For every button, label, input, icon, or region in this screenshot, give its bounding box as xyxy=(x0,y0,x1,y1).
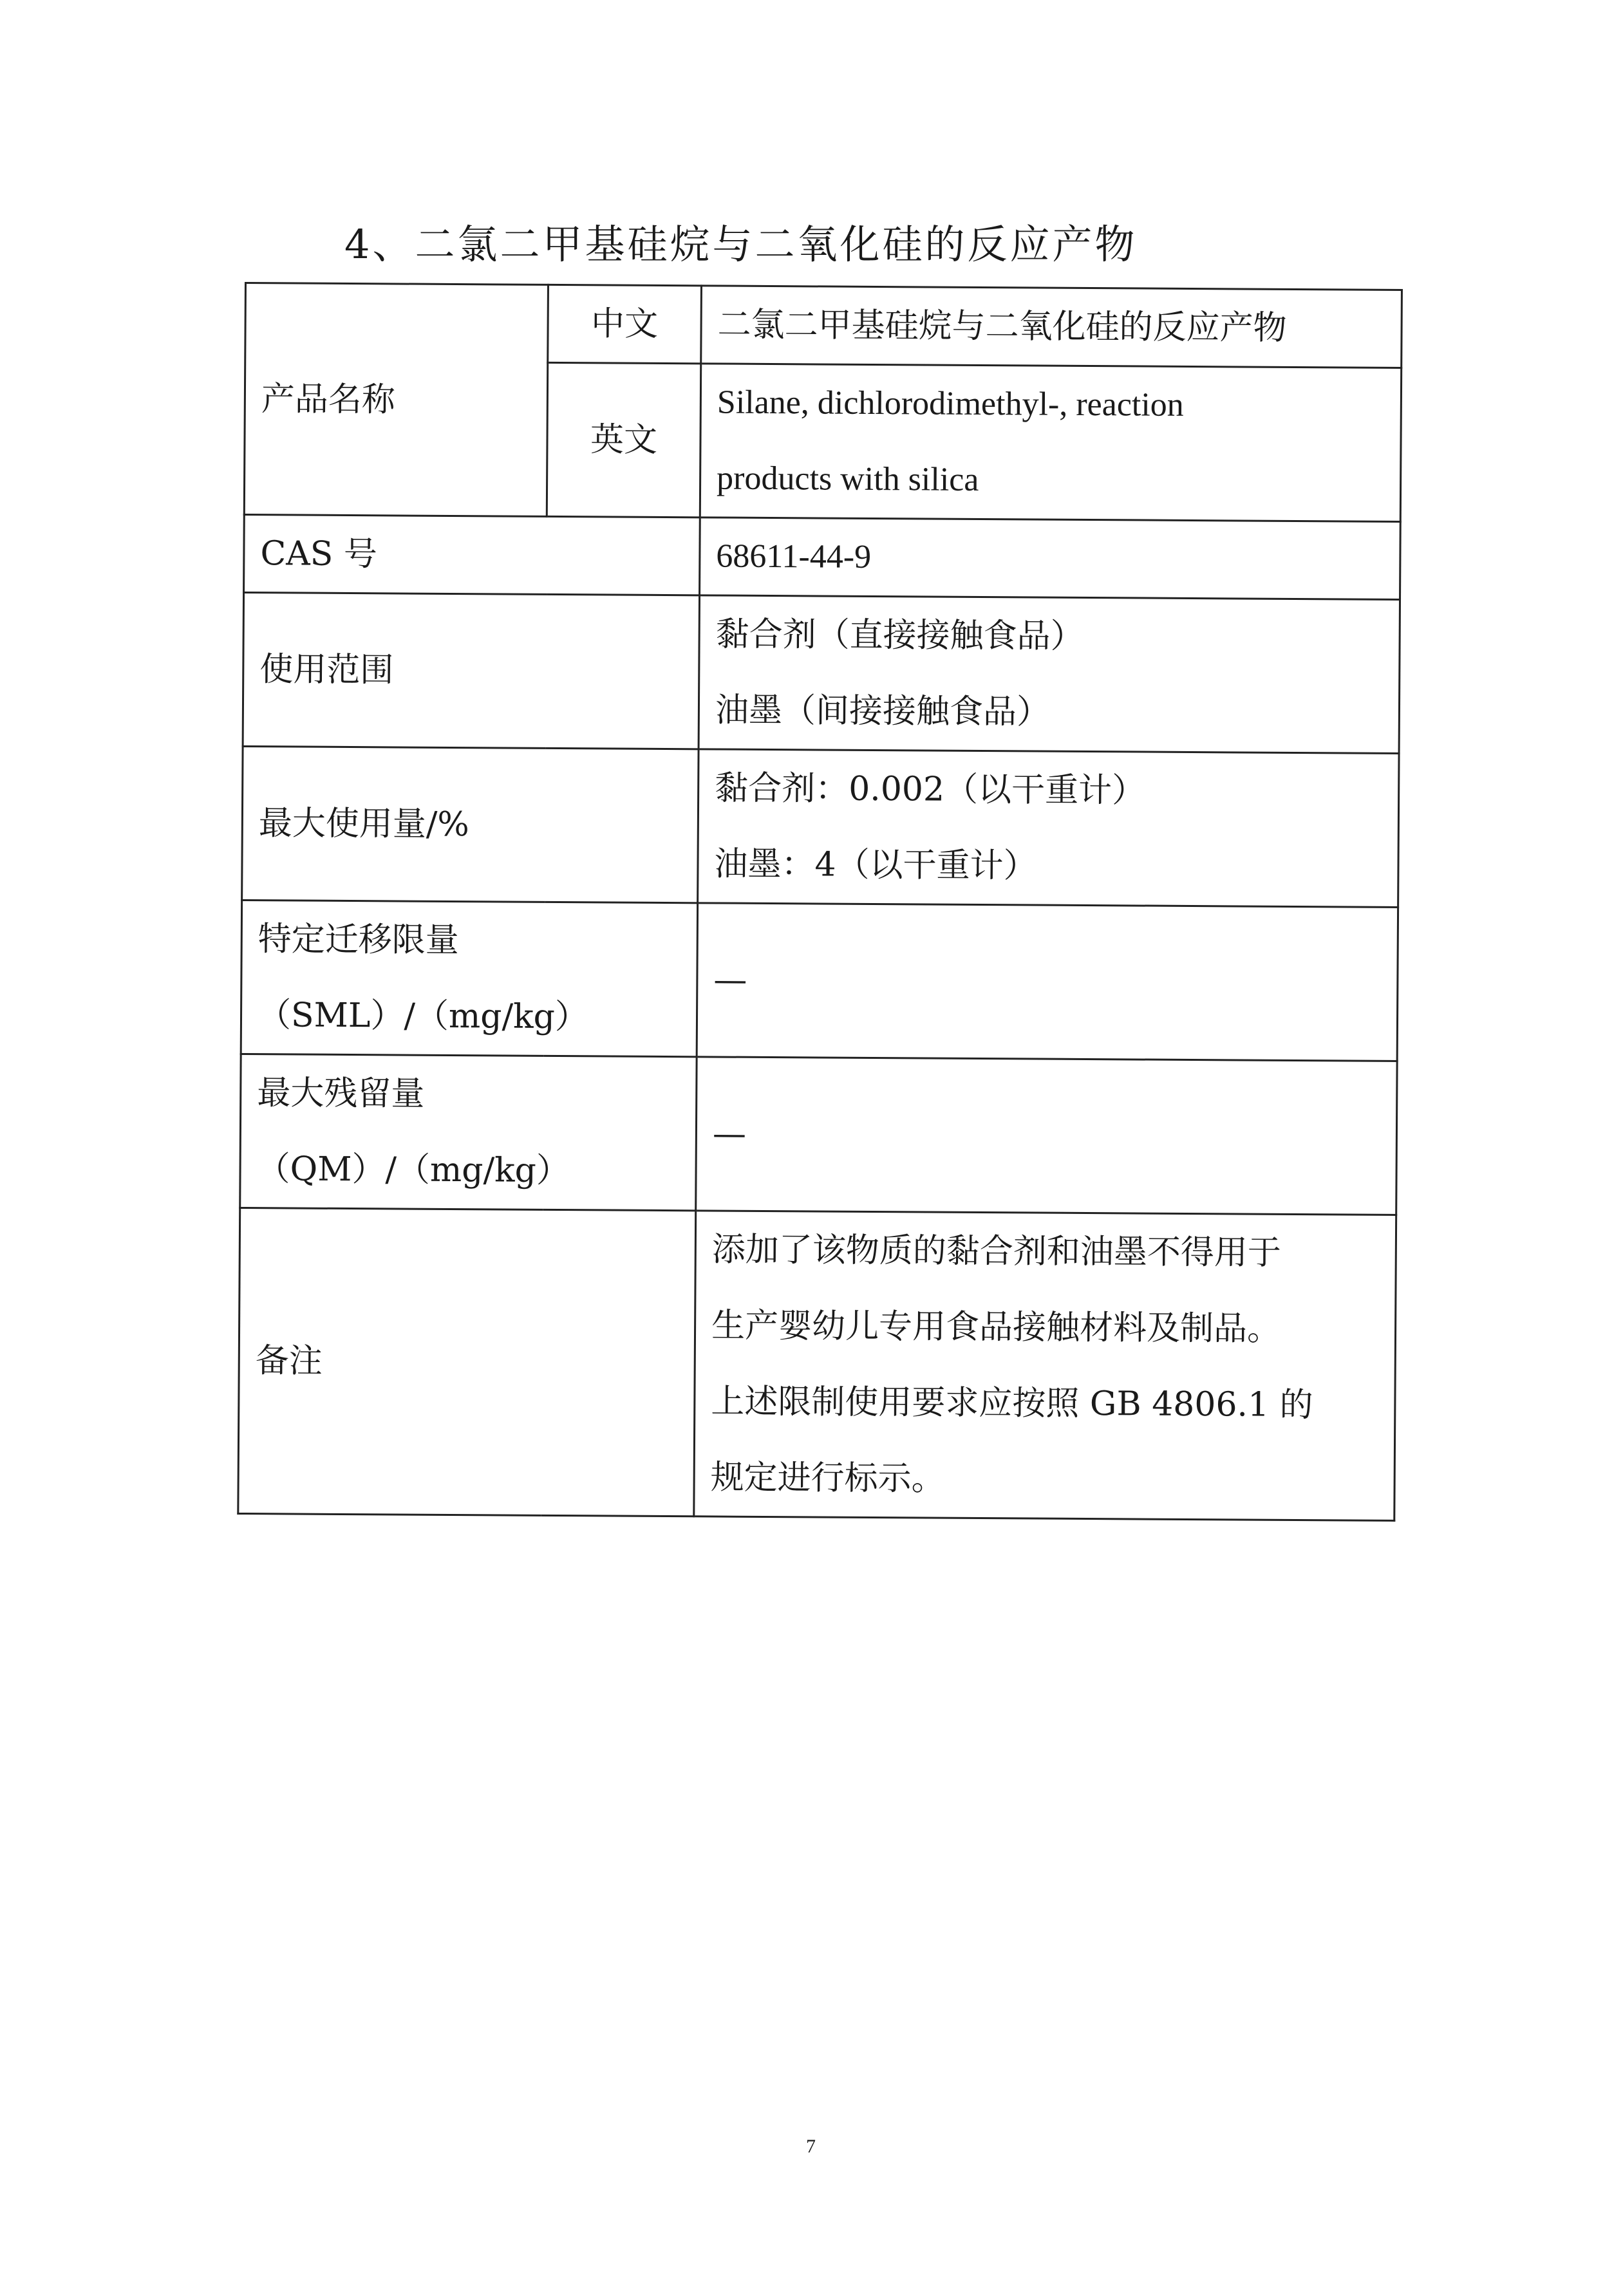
remark-value xyxy=(694,1211,1396,1521)
row-sml xyxy=(241,900,1398,1061)
row-cas xyxy=(244,515,1401,600)
chinese-name-value: 二氯二甲基硅烷与二氧化硅的反应产物 xyxy=(701,286,1402,368)
substance-spec-table xyxy=(237,282,1403,1522)
english-label: 英文 xyxy=(547,362,700,517)
row-max-usage xyxy=(242,746,1399,907)
english-name-line-1 xyxy=(717,364,1385,444)
scope-line-1: 黏合剂（直接接触食品） xyxy=(715,615,1084,656)
sml-label-line-2: （SML）/（mg/kg） xyxy=(257,996,589,1037)
cas-value: 68611-44-9 xyxy=(700,518,1401,600)
cas-label: CAS 号 xyxy=(244,515,700,595)
english-word-3: reaction xyxy=(1076,386,1184,424)
english-name-value xyxy=(700,364,1401,522)
english-word-1: Silane, xyxy=(717,384,810,422)
row-remark xyxy=(238,1208,1396,1520)
english-word-2: dichlorodimethyl-, xyxy=(817,384,1068,423)
remark-line-4: 规定进行标示。 xyxy=(710,1458,945,1498)
max-usage-label: 最大使用量/% xyxy=(242,746,699,902)
remark-line-2: 生产婴幼儿专用食品接触材料及制品。 xyxy=(711,1306,1281,1349)
remark-line-3: 上述限制使用要求应按照 GB 4806.1 的 xyxy=(711,1382,1313,1425)
row-chinese-name xyxy=(245,283,1402,368)
sml-label xyxy=(241,900,697,1056)
max-usage-value xyxy=(698,749,1399,908)
row-qm xyxy=(240,1054,1397,1215)
max-usage-line-2: 油墨：4（以干重计） xyxy=(714,845,1037,886)
product-name-label: 产品名称 xyxy=(244,283,548,517)
remark-line-1: 添加了该物质的黏合剂和油墨不得用于 xyxy=(711,1230,1282,1273)
scope-label: 使用范围 xyxy=(243,593,699,749)
remark-label: 备注 xyxy=(238,1208,696,1516)
qm-label-line-2: （QM）/（mg/kg） xyxy=(256,1150,570,1191)
qm-label xyxy=(240,1054,697,1210)
page-number: 7 xyxy=(806,2136,816,2157)
sml-label-line-1: 特定迁移限量 xyxy=(258,920,459,960)
sml-value: — xyxy=(697,903,1398,1061)
row-scope xyxy=(243,593,1400,754)
chinese-label: 中文 xyxy=(548,285,702,363)
scope-value xyxy=(699,595,1400,754)
qm-value: — xyxy=(696,1057,1397,1215)
scope-line-2: 油墨（间接接触食品） xyxy=(715,691,1051,732)
max-usage-line-1: 黏合剂：0.002（以干重计） xyxy=(715,769,1146,810)
english-name-line-2: products with silica xyxy=(716,460,979,498)
page-title: 4、二氯二甲基硅烷与二氧化硅的反应产物 xyxy=(344,221,1138,268)
qm-label-line-1: 最大残留量 xyxy=(257,1074,425,1114)
